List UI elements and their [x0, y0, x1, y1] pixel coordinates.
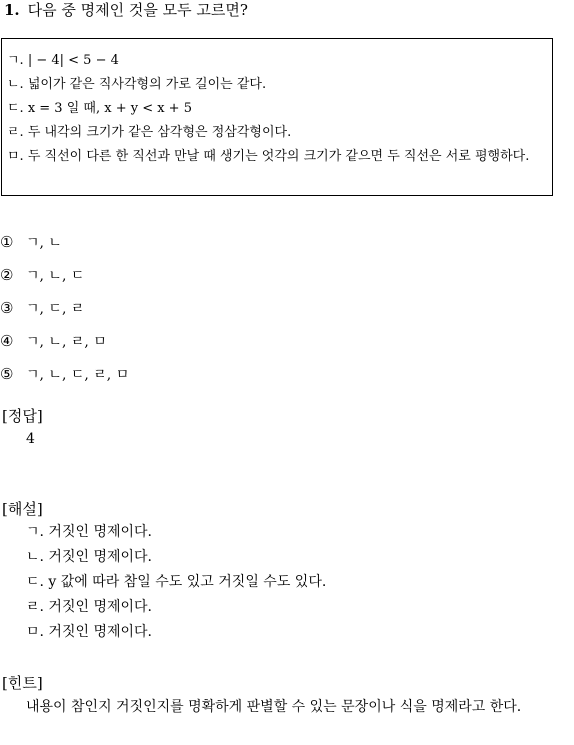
statement-item: ㄷ. x = 3 일 때, x + y < x + 5	[7, 101, 192, 116]
choice-4[interactable]	[0, 327, 129, 360]
statement-item: ㄱ. | − 4| < 5 − 4	[7, 53, 119, 68]
choice-number: ④	[0, 332, 14, 350]
answer-section	[2, 405, 43, 452]
choice-text: ㄱ, ㄴ, ㄷ	[26, 268, 85, 284]
question-title	[4, 0, 248, 20]
choice-5[interactable]	[0, 360, 129, 393]
choice-number: ⑤	[0, 365, 14, 383]
choice-2[interactable]	[0, 261, 129, 294]
choice-text: ㄱ, ㄴ, ㄹ, ㅁ	[26, 334, 107, 350]
explanation-line: ㄱ. 거짓인 명제이다.	[26, 524, 152, 540]
explanation-line: ㄴ. 거짓인 명제이다.	[26, 549, 152, 565]
answer-value: 4	[26, 431, 35, 447]
statement-item: ㄴ. 넓이가 같은 직사각형의 가로 길이는 같다.	[7, 77, 267, 92]
answer-choices	[0, 228, 129, 393]
hint-label: [힌트]	[2, 674, 43, 692]
question-number: 1.	[4, 1, 20, 19]
choice-text: ㄱ, ㄴ, ㄷ, ㄹ, ㅁ	[26, 367, 130, 383]
answer-label: [정답]	[2, 407, 43, 425]
choice-number: ②	[0, 266, 14, 284]
question-prompt: 다음 중 명제인 것을 모두 고르면?	[27, 1, 248, 19]
statement-item: ㄹ. 두 내각의 크기가 같은 삼각형은 정삼각형이다.	[7, 125, 292, 140]
choice-3[interactable]	[0, 294, 129, 327]
explanation-line: ㄹ. 거짓인 명제이다.	[26, 599, 152, 615]
choice-1[interactable]	[0, 228, 129, 261]
choice-number: ③	[0, 299, 14, 317]
explanation-line: ㄷ. y 값에 따라 참일 수도 있고 거짓일 수도 있다.	[26, 574, 327, 590]
choice-text: ㄱ, ㄷ, ㄹ	[26, 301, 85, 317]
explanation-section	[2, 498, 326, 645]
choice-number: ①	[0, 233, 14, 251]
hint-text: 내용이 참인지 거짓인지를 명확하게 판별할 수 있는 문장이나 식을 명제라고 한다.	[26, 699, 522, 715]
explanation-label: [해설]	[2, 500, 43, 518]
statement-item: ㅁ. 두 직선이 다른 한 직선과 만날 때 생기는 엇각의 크기가 같으면 두 직선은 서로 평행하다.	[7, 149, 530, 164]
statements-box	[1, 38, 553, 196]
explanation-line: ㅁ. 거짓인 명제이다.	[26, 624, 152, 640]
choice-text: ㄱ, ㄴ	[26, 235, 62, 251]
hint-section	[2, 672, 574, 720]
